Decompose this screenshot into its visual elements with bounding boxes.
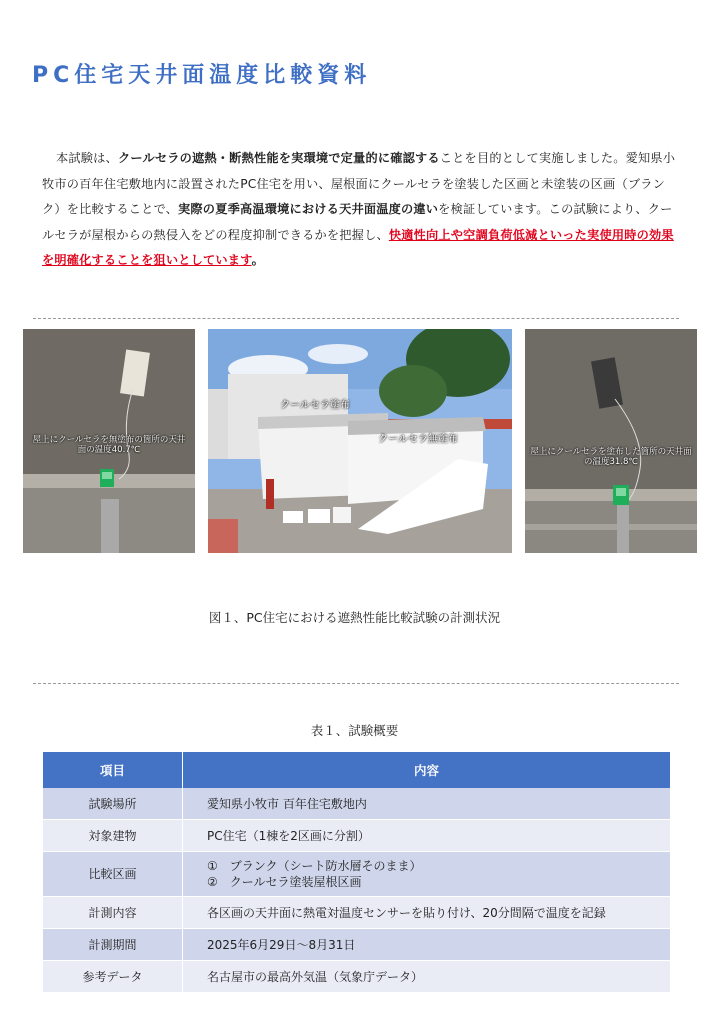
row-key: 対象建物 bbox=[43, 820, 183, 852]
photo-ceiling-uncoated bbox=[23, 329, 195, 553]
intro-text-4: 。 bbox=[251, 253, 265, 267]
row-key: 計測内容 bbox=[43, 897, 183, 929]
table-row bbox=[43, 852, 671, 897]
photo-center-label-uncoated: クールセラ無塗布 bbox=[378, 434, 458, 445]
row-value: 各区画の天井面に熱電対温度センサーを貼り付け、20分間隔で温度を記録 bbox=[183, 897, 671, 929]
intro-emphasis-2: 実際の夏季高温環境における天井面温度の違い bbox=[178, 202, 439, 216]
intro-highlight: 快適性向上や空調負荷低減といった実使用時の効果を明確化することを狙いとしています bbox=[42, 227, 674, 267]
photo-ceiling-coated bbox=[525, 329, 697, 553]
row-value-line-2: ② クールセラ塗装屋根区画 bbox=[207, 875, 362, 889]
table-row bbox=[43, 820, 671, 852]
table-row bbox=[43, 929, 671, 961]
row-value: 名古屋市の最高外気温（気象庁データ） bbox=[183, 961, 671, 993]
row-key: 計測期間 bbox=[43, 929, 183, 961]
row-value: 2025年6月29日～8月31日 bbox=[183, 929, 671, 961]
test-overview-table bbox=[43, 752, 671, 993]
photo-right-label: 屋上にクールセラを塗布した箇所の天井面の温度31.8℃ bbox=[530, 447, 692, 467]
table-header-row bbox=[43, 752, 671, 788]
row-value bbox=[183, 852, 671, 897]
row-key: 参考データ bbox=[43, 961, 183, 993]
divider-bottom bbox=[33, 683, 679, 684]
header-content: 内容 bbox=[183, 752, 671, 788]
table-row bbox=[43, 961, 671, 993]
table-row bbox=[43, 788, 671, 820]
divider-top bbox=[33, 318, 679, 319]
photo-left-label: 屋上にクールセラを無塗布の箇所の天井面の温度40.7℃ bbox=[32, 435, 186, 455]
intro-paragraph bbox=[42, 146, 682, 274]
row-key: 比較区画 bbox=[43, 852, 183, 897]
header-item: 項目 bbox=[43, 752, 183, 788]
intro-text-2: ことを目的として実施しました。愛知県小牧市の百年住宅敷地内に設置されたPC住宅を用い、屋根面にクールセラを塗装した区画と未塗装の区画（ブランク）を比較することで、 bbox=[42, 151, 676, 216]
row-value-line-1: ① ブランク（シート防水層そのまま） bbox=[207, 859, 422, 873]
photo-test-building bbox=[208, 329, 512, 553]
page-title: PC住宅天井面温度比較資料 bbox=[32, 63, 372, 88]
photo-ceiling-coated-image bbox=[525, 329, 697, 553]
intro-emphasis-1: クールセラの遮熱・断熱性能を実環境で定量的に確認する bbox=[117, 151, 440, 165]
row-key: 試験場所 bbox=[43, 788, 183, 820]
figure-caption: 図１、PC住宅における遮熱性能比較試験の計測状況 bbox=[208, 610, 501, 625]
intro-text-1: 本試験は、 bbox=[56, 151, 118, 165]
row-value: 愛知県小牧市 百年住宅敷地内 bbox=[183, 788, 671, 820]
table-row bbox=[43, 897, 671, 929]
intro-text-3: を検証しています。この試験により、クールセラが屋根からの熱侵入をどの程度抑制できるかを把握し、 bbox=[42, 202, 673, 242]
row-value: PC住宅（1棟を2区画に分割） bbox=[183, 820, 671, 852]
table-caption: 表１、試験概要 bbox=[310, 723, 399, 738]
photo-center-label-coated: クールセラ塗布 bbox=[280, 400, 350, 411]
